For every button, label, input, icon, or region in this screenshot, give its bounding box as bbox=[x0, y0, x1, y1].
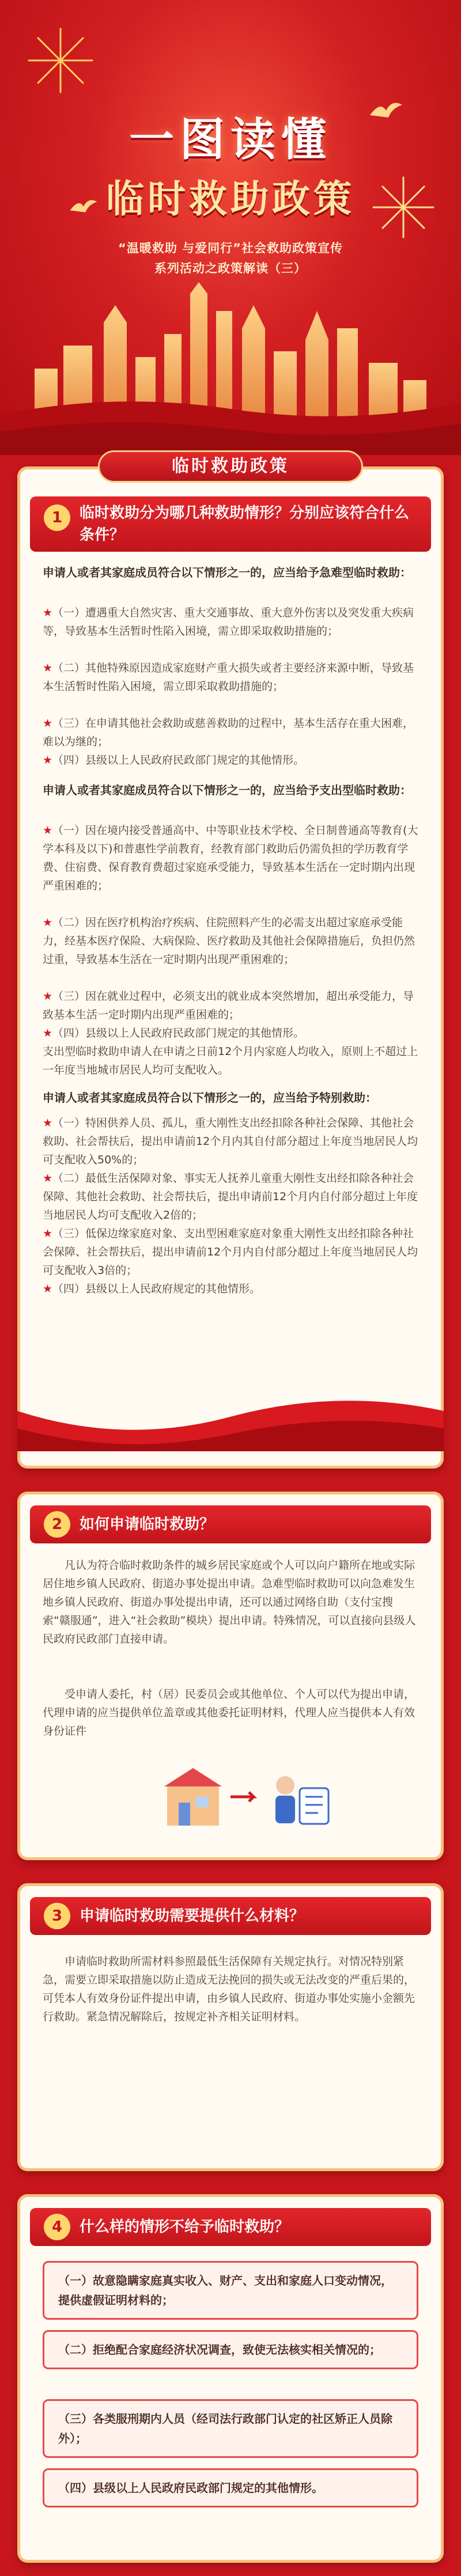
group3-item: ★（一）特困供养人员、孤儿，重大刚性支出经扣除各种社会保障、其他社会救助、社会帮扶后，提出申请前12个月内其自付部分超过上年度当地居民人均可支配收入50%的； bbox=[43, 1117, 418, 1166]
city-skyline-illustration bbox=[0, 271, 461, 455]
group1-item: ★（一）遭遇重大自然灾害、重大交通事故、重大意外伤害以及突发重大疾病等，导致基本生活暂时性陷入困境，需立即采取救助措施的； bbox=[43, 606, 414, 638]
group1-item: ★（三）在申请其他社会救助或慈善救助的过程中，基本生活存在重大困难，难以为继的； bbox=[43, 717, 414, 748]
subtitle-line-2: 系列活动之政策解读（三） bbox=[154, 261, 307, 275]
section2-paragraph-1: 凡认为符合临时救助条件的城乡居民家庭或个人可以向户籍所在地或实际居住地乡镇人民政府、街道办事处提出申请。急难型临时救助可以向急难发生地乡镇人民政府、街道办事处提出申请，还可以通过网络自助（支付宝搜索“赣服通”，进入“社会救助”模块）提出申请。特殊情况，可以直接向县级人民政府民政部门直接申请。 bbox=[43, 1559, 416, 1645]
question-bar-1 bbox=[30, 496, 431, 552]
ribbon-wave-decoration bbox=[17, 1388, 444, 1451]
question-bar-3 bbox=[30, 1897, 431, 1935]
exclusion-item: （三）各类服刑期内人员（经司法行政部门认定的社区矫正人员除外）； bbox=[43, 2399, 418, 2458]
section-card-4 bbox=[17, 2194, 444, 2563]
group2-title: 申请人或者其家庭成员符合以下情形之一的，应当给予支出型临时救助： bbox=[43, 783, 411, 797]
section-card-3 bbox=[17, 1883, 444, 2171]
firework-left-decoration bbox=[23, 23, 98, 98]
group2-note: 支出型临时救助申请人在申请之日前12个月内家庭人均收入，原则上不超过上一年度当地城市居民人均可支配收入。 bbox=[43, 1045, 418, 1076]
exclusion-item: （二）拒绝配合家庭经济状况调查，致使无法核实相关情况的； bbox=[43, 2330, 418, 2369]
header-banner bbox=[0, 0, 461, 455]
exclusion-item: （一）故意隐瞒家庭真实收入、财产、支出和家庭人口变动情况，提供虚假证明材料的； bbox=[43, 2261, 418, 2320]
exclusion-item: （四）县级以上人民政府民政部门规定的其他情形。 bbox=[43, 2468, 418, 2507]
title-line-1: 一图读懂 bbox=[129, 114, 332, 166]
question-number-1: 1 bbox=[44, 504, 70, 531]
section-card-2 bbox=[17, 1492, 444, 1860]
question-text-3: 申请临时救助需要提供什么材料？ bbox=[80, 1907, 305, 1925]
group2-item: ★（四）县级以上人民政府民政部门规定的其他情形。 bbox=[43, 1027, 305, 1039]
group1-item: ★（四）县级以上人民政府民政部门规定的其他情形。 bbox=[43, 754, 305, 767]
question-text-2: 如何申请临时救助？ bbox=[80, 1516, 215, 1533]
group3-item: ★（三）低保边缘家庭对象、支出型困难家庭对象重大刚性支出经扣除各种社会保障、社会帮扶后，提出申请前12个月内自付部分超过上年度当地居民人均可支配收入3倍的； bbox=[43, 1227, 418, 1277]
group3-item: ★（四）县级以上人民政府规定的其他情形。 bbox=[43, 1283, 261, 1295]
group2-item: ★（二）因在医疗机构治疗疾病、住院照料产生的必需支出超过家庭承受能力，经基本医疗保险、大病保险、医疗救助及其他社会保障措施后，负担仍然过重，导致基本生活在一定时期内出现严重困难的； bbox=[43, 916, 415, 966]
section-card-1 bbox=[17, 456, 444, 1469]
question-text-1: 临时救助分为哪几种救助情形？分别应该符合什么条件？ bbox=[80, 504, 410, 544]
question-bar-2 bbox=[30, 1505, 431, 1543]
group2-item: ★（三）因在就业过程中，必须支出的就业成本突然增加，超出承受能力，导致基本生活一定时期内出现严重困难的； bbox=[43, 990, 414, 1021]
section2-paragraph-2: 受申请人委托，村（居）民委员会或其他单位、个人可以代为提出申请，代理申请的应当提供单位盖章或其他委托证明材料，代理人应当提供本人有效身份证件 bbox=[43, 1688, 415, 1737]
question-number-4: 4 bbox=[44, 2214, 70, 2240]
question-number-2: 2 bbox=[44, 1511, 70, 1538]
question-number-3: 3 bbox=[44, 1903, 70, 1929]
section3-paragraph-1: 申请临时救助所需材料参照最低生活保障有关规定执行。对情况特别紧急，需要立即采取措施以防止造成无法挽回的损失或无法改变的严重后果的，可凭本人有效身份证件提出申请，由乡镇人民政府、街道办事处实施小金额先行救助。紧急情况解除后，按规定补齐相关证明材料。 bbox=[43, 1955, 415, 2023]
group3-title: 申请人或者其家庭成员符合以下情形之一的，应当给予特别救助： bbox=[43, 1091, 377, 1105]
title-line-2: 临时救助政策 bbox=[106, 177, 355, 221]
subtitle-line-1: “温暖救助 与爱同行”社会救助政策宣传 bbox=[118, 241, 343, 255]
group1-item: ★（二）其他特殊原因造成家庭财产重大损失或者主要经济来源中断，导致基本生活暂时性陷入困境，需立即采取救助措施的； bbox=[43, 662, 414, 693]
question-bar-4 bbox=[30, 2208, 431, 2246]
question-text-4: 什么样的情形不给予临时救助？ bbox=[80, 2218, 290, 2236]
group2-item: ★（一）因在境内接受普通高中、中等职业技术学校、全日制普通高等教育(大学本科及以下)和普惠性学前教育，经教育部门救助后仍需负担的学历教育学费、住宿费、保育教育费超过家庭承受能力，导致基本生活在一定时期内出现严重困难的； bbox=[43, 824, 418, 892]
group1-title: 申请人或者其家庭成员符合以下情形之一的，应当给予急难型临时救助： bbox=[43, 566, 411, 579]
group3-item: ★（二）最低生活保障对象、事实无人抚养儿童重大刚性支出经扣除各种社会保障、其他社会救助、社会帮扶后，提出申请前12个月内自付部分超过上年度当地居民人均可支配收入2倍的； bbox=[43, 1172, 418, 1221]
section-ribbon: 临时救助政策 bbox=[98, 450, 363, 483]
service-center-illustration bbox=[161, 1762, 334, 1831]
